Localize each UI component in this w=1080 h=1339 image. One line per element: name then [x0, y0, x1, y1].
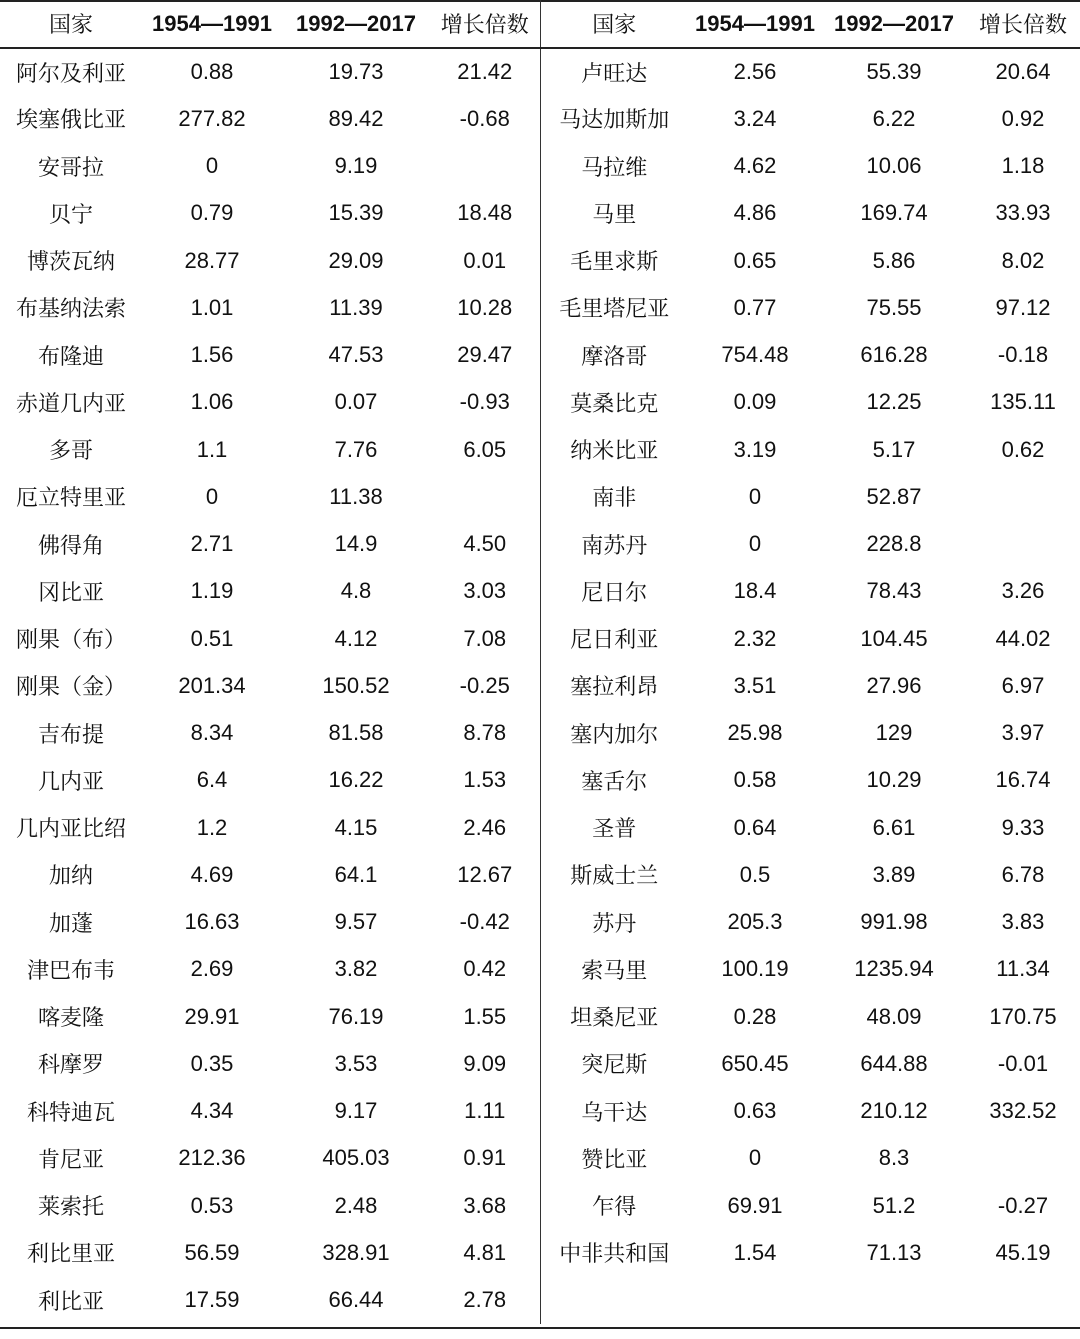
table-row	[0, 473, 1080, 520]
right-growth-cell: -0.18	[997, 342, 1049, 368]
right-growth-cell: -0.01	[997, 1050, 1049, 1076]
left-period1-cell: 17.59	[184, 1287, 240, 1313]
left-country-cell: 利比里亚	[26, 1242, 115, 1268]
left-country-cell: 冈比亚	[37, 580, 104, 606]
left-growth-cell: -0.93	[430, 379, 540, 426]
right-country-cell: 赞比亚	[581, 1147, 648, 1173]
left-period2-cell: 0.07	[334, 389, 378, 415]
right-country-cell: 圣普	[592, 817, 637, 843]
left-growth-cell: 4.81	[430, 1229, 540, 1276]
left-period2-cell: 7.76	[334, 436, 378, 462]
right-period1-cell: 205.3	[727, 909, 783, 935]
right-period1-cell: 0.77	[733, 294, 777, 320]
right-country-cell: 毛里塔尼亚	[559, 297, 670, 323]
header-growth-right: 增长倍数	[966, 0, 1080, 48]
right-period2-cell	[822, 1277, 966, 1324]
left-growth-cell: 1.11	[430, 1088, 540, 1135]
right-growth-cell: 8.02	[1001, 247, 1045, 273]
left-country-cell: 博茨瓦纳	[26, 250, 115, 276]
table-row	[0, 284, 1080, 331]
left-country-cell: 贝宁	[48, 202, 93, 228]
right-period1-cell: 0	[748, 483, 762, 509]
left-period1-cell: 4.69	[190, 861, 234, 887]
left-period2-cell: 29.09	[328, 247, 384, 273]
left-period1-cell: 0	[205, 153, 219, 179]
left-growth-cell: 7.08	[430, 615, 540, 662]
header-period2-right: 1992—2017	[822, 0, 966, 48]
header-country-right: 国家	[540, 0, 688, 48]
left-period2-cell: 9.57	[334, 909, 378, 935]
table-body	[0, 48, 1080, 1324]
left-period2-cell: 3.53	[334, 1050, 378, 1076]
right-period2-cell: 75.55	[866, 294, 922, 320]
right-growth-cell	[966, 521, 1080, 568]
table-row	[0, 1277, 1080, 1324]
left-growth-cell: 2.46	[430, 804, 540, 851]
right-period2-cell: 10.29	[866, 767, 922, 793]
left-period1-cell: 1.01	[190, 294, 234, 320]
table-row	[0, 662, 1080, 709]
right-growth-cell: 3.83	[1001, 909, 1045, 935]
right-period1-cell: 100.19	[721, 956, 789, 982]
table-row	[0, 710, 1080, 757]
left-country-cell: 吉布提	[37, 722, 104, 748]
right-period2-cell: 644.88	[860, 1050, 928, 1076]
right-period1-cell: 4.62	[733, 153, 777, 179]
left-period2-cell: 9.19	[334, 153, 378, 179]
left-growth-cell: 2.78	[430, 1277, 540, 1324]
header-period1-right: 1954—1991	[688, 0, 822, 48]
right-period1-cell: 3.51	[733, 672, 777, 698]
right-period1-cell: 69.91	[727, 1192, 783, 1218]
right-period1-cell: 0.28	[733, 1003, 777, 1029]
right-period2-cell: 8.3	[878, 1145, 910, 1171]
right-period2-cell: 210.12	[860, 1098, 928, 1124]
table-row	[0, 899, 1080, 946]
left-growth-cell: 3.03	[430, 568, 540, 615]
right-period2-cell: 104.45	[860, 625, 928, 651]
table-row	[0, 757, 1080, 804]
left-country-cell: 喀麦隆	[37, 1006, 104, 1032]
right-country-cell: 苏丹	[592, 911, 637, 937]
left-growth-cell: 0.91	[430, 1135, 540, 1182]
left-country-cell: 利比亚	[37, 1289, 104, 1315]
left-period2-cell: 150.52	[322, 672, 390, 698]
left-growth-cell	[430, 143, 540, 190]
right-period2-cell: 3.89	[872, 861, 916, 887]
left-growth-cell: -0.68	[430, 95, 540, 142]
right-country-cell: 坦桑尼亚	[570, 1006, 659, 1032]
right-period1-cell: 754.48	[721, 342, 789, 368]
left-period1-cell: 0.53	[190, 1192, 234, 1218]
left-country-cell: 佛得角	[37, 533, 104, 559]
left-period1-cell: 201.34	[178, 672, 246, 698]
left-country-cell: 埃塞俄比亚	[15, 108, 126, 134]
left-country-cell: 津巴布韦	[26, 958, 115, 984]
right-country-cell: 乍得	[592, 1195, 637, 1221]
right-period1-cell: 650.45	[721, 1050, 789, 1076]
right-country-cell	[540, 1277, 688, 1324]
left-growth-cell: 1.55	[430, 993, 540, 1040]
left-country-cell: 肯尼亚	[37, 1147, 104, 1173]
right-period1-cell: 0	[748, 1145, 762, 1171]
right-growth-cell: 6.97	[1001, 672, 1045, 698]
left-period1-cell: 1.1	[196, 436, 228, 462]
table-bottom-rule	[0, 1327, 1080, 1329]
left-growth-cell	[430, 473, 540, 520]
header-row	[0, 0, 1080, 48]
left-country-cell: 刚果（布）	[15, 628, 126, 654]
right-country-cell: 索马里	[581, 958, 648, 984]
right-country-cell: 斯威士兰	[570, 864, 659, 890]
left-period2-cell: 11.38	[329, 483, 383, 509]
right-period2-cell: 78.43	[866, 578, 922, 604]
right-period1-cell: 4.86	[733, 200, 777, 226]
left-period2-cell: 89.42	[328, 105, 384, 131]
left-country-cell: 科特迪瓦	[26, 1100, 115, 1126]
left-country-cell: 刚果（金）	[15, 675, 126, 701]
right-growth-cell: -0.27	[997, 1192, 1049, 1218]
left-period1-cell: 2.71	[190, 531, 234, 557]
right-period2-cell: 129	[875, 720, 913, 746]
right-period1-cell: 0.5	[739, 861, 771, 887]
right-period2-cell: 48.09	[866, 1003, 922, 1029]
right-period2-cell: 991.98	[860, 909, 928, 935]
right-growth-cell: 45.19	[995, 1239, 1051, 1265]
right-period1-cell: 0.09	[733, 389, 777, 415]
left-period2-cell: 66.44	[328, 1287, 384, 1313]
table-row	[0, 426, 1080, 473]
right-period2-cell: 12.25	[866, 389, 922, 415]
left-country-cell: 阿尔及利亚	[15, 61, 126, 87]
right-country-cell: 卢旺达	[581, 61, 648, 87]
right-period1-cell	[688, 1277, 822, 1324]
right-period2-cell: 6.61	[872, 814, 916, 840]
left-period1-cell: 0.35	[190, 1050, 234, 1076]
right-country-cell: 南苏丹	[581, 533, 648, 559]
left-growth-cell: 1.53	[430, 757, 540, 804]
right-period2-cell: 51.2	[872, 1192, 916, 1218]
right-country-cell: 塞拉利昂	[570, 675, 659, 701]
left-period1-cell: 1.56	[190, 342, 234, 368]
right-period2-cell: 52.87	[866, 483, 922, 509]
right-growth-cell: 332.52	[989, 1098, 1057, 1124]
left-growth-cell: -0.42	[430, 899, 540, 946]
left-period1-cell: 8.34	[190, 720, 234, 746]
left-growth-cell: 0.01	[430, 237, 540, 284]
table-row	[0, 190, 1080, 237]
left-country-cell: 赤道几内亚	[15, 391, 126, 417]
right-country-cell: 马拉维	[581, 155, 648, 181]
left-period1-cell: 0	[205, 483, 219, 509]
left-growth-cell: 29.47	[430, 332, 540, 379]
left-country-cell: 几内亚	[37, 769, 104, 795]
right-growth-cell: 3.97	[1001, 720, 1045, 746]
left-period1-cell: 16.63	[184, 909, 240, 935]
right-period2-cell: 55.39	[866, 59, 922, 85]
right-country-cell: 尼日尔	[581, 580, 648, 606]
left-country-cell: 厄立特里亚	[15, 486, 126, 512]
left-period2-cell: 4.12	[334, 625, 378, 651]
right-growth-cell: 33.93	[995, 200, 1051, 226]
left-growth-cell: 6.05	[430, 426, 540, 473]
table-row	[0, 1229, 1080, 1276]
header-growth-left: 增长倍数	[430, 0, 540, 48]
table-row	[0, 946, 1080, 993]
left-growth-cell: 4.50	[430, 521, 540, 568]
right-growth-cell: 6.78	[1001, 861, 1045, 887]
right-country-cell: 摩洛哥	[581, 344, 648, 370]
left-period2-cell: 4.8	[340, 578, 372, 604]
left-growth-cell: 9.09	[430, 1040, 540, 1087]
right-period1-cell: 18.4	[733, 578, 777, 604]
table-row	[0, 568, 1080, 615]
left-period1-cell: 0.51	[190, 625, 234, 651]
right-period2-cell: 5.17	[872, 436, 916, 462]
left-period1-cell: 1.2	[196, 814, 228, 840]
right-growth-cell	[966, 1135, 1080, 1182]
left-period1-cell: 56.59	[184, 1239, 240, 1265]
right-country-cell: 莫桑比克	[570, 391, 659, 417]
left-country-cell: 布隆迪	[37, 344, 104, 370]
left-period2-cell: 9.17	[334, 1098, 378, 1124]
left-period2-cell: 47.53	[328, 342, 384, 368]
table-row	[0, 48, 1080, 95]
right-period1-cell: 1.54	[733, 1239, 777, 1265]
left-growth-cell: 0.42	[430, 946, 540, 993]
header-period1-left: 1954—1991	[142, 0, 282, 48]
table-row	[0, 1135, 1080, 1182]
right-period1-cell: 3.19	[733, 436, 777, 462]
left-period1-cell: 0.79	[190, 200, 234, 226]
left-period2-cell: 405.03	[322, 1145, 390, 1171]
left-period2-cell: 64.1	[334, 861, 378, 887]
right-country-cell: 中非共和国	[559, 1242, 670, 1268]
left-period1-cell: 6.4	[196, 767, 228, 793]
right-period1-cell: 0.64	[733, 814, 777, 840]
right-period1-cell: 0.63	[733, 1098, 777, 1124]
left-growth-cell: 10.28	[430, 284, 540, 331]
table-row	[0, 1182, 1080, 1229]
right-country-cell: 纳米比亚	[570, 439, 659, 465]
right-period1-cell: 0.65	[733, 247, 777, 273]
left-country-cell: 科摩罗	[37, 1053, 104, 1079]
right-growth-cell: 0.92	[1001, 105, 1045, 131]
left-period2-cell: 328.91	[322, 1239, 390, 1265]
left-period2-cell: 3.82	[334, 956, 378, 982]
right-period2-cell: 169.74	[860, 200, 928, 226]
left-period1-cell: 29.91	[184, 1003, 240, 1029]
left-country-cell: 几内亚比绍	[15, 817, 126, 843]
table-row	[0, 95, 1080, 142]
right-growth-cell: 3.26	[1001, 578, 1045, 604]
table-row	[0, 143, 1080, 190]
right-period1-cell: 0	[748, 531, 762, 557]
left-country-cell: 加纳	[48, 864, 93, 890]
right-period2-cell: 10.06	[866, 153, 922, 179]
right-period2-cell: 27.96	[866, 672, 922, 698]
left-period2-cell: 2.48	[334, 1192, 378, 1218]
left-period1-cell: 28.77	[184, 247, 240, 273]
right-country-cell: 突尼斯	[581, 1053, 648, 1079]
left-period2-cell: 11.39	[329, 294, 383, 320]
left-growth-cell: -0.25	[430, 662, 540, 709]
right-country-cell: 南非	[592, 486, 637, 512]
table-row	[0, 379, 1080, 426]
right-period1-cell: 25.98	[727, 720, 783, 746]
left-country-cell: 加蓬	[48, 911, 93, 937]
right-period2-cell: 228.8	[866, 531, 922, 557]
left-growth-cell: 12.67	[430, 851, 540, 898]
right-period2-cell: 6.22	[872, 105, 916, 131]
right-growth-cell: 44.02	[995, 625, 1051, 651]
right-period2-cell: 616.28	[860, 342, 928, 368]
left-period2-cell: 19.73	[328, 59, 384, 85]
right-period2-cell: 71.13	[866, 1239, 922, 1265]
left-period2-cell: 14.9	[334, 531, 378, 557]
left-country-cell: 布基纳法索	[15, 297, 126, 323]
right-period1-cell: 2.56	[733, 59, 777, 85]
left-country-cell: 多哥	[48, 439, 93, 465]
left-period2-cell: 4.15	[334, 814, 378, 840]
left-country-cell: 安哥拉	[37, 155, 104, 181]
right-country-cell: 尼日利亚	[570, 628, 659, 654]
table-row	[0, 851, 1080, 898]
right-growth-cell: 11.34	[996, 956, 1050, 982]
right-country-cell: 马达加斯加	[559, 108, 670, 134]
left-period2-cell: 76.19	[328, 1003, 384, 1029]
left-period1-cell: 1.19	[190, 578, 234, 604]
right-period1-cell: 2.32	[733, 625, 777, 651]
left-growth-cell: 8.78	[430, 710, 540, 757]
left-period2-cell: 16.22	[328, 767, 384, 793]
left-growth-cell: 3.68	[430, 1182, 540, 1229]
table-row	[0, 332, 1080, 379]
table-row	[0, 1040, 1080, 1087]
right-growth-cell: 97.12	[995, 294, 1051, 320]
right-country-cell: 塞内加尔	[570, 722, 659, 748]
table-row	[0, 237, 1080, 284]
table-row	[0, 993, 1080, 1040]
right-country-cell: 毛里求斯	[570, 250, 659, 276]
left-period1-cell: 4.34	[190, 1098, 234, 1124]
left-growth-cell: 21.42	[430, 48, 540, 95]
left-period1-cell: 2.69	[190, 956, 234, 982]
right-growth-cell: 9.33	[1001, 814, 1045, 840]
left-period2-cell: 81.58	[328, 720, 384, 746]
right-growth-cell: 135.11	[990, 389, 1056, 415]
right-period2-cell: 1235.94	[854, 956, 934, 982]
right-country-cell: 马里	[592, 202, 637, 228]
right-growth-cell: 0.62	[1001, 436, 1045, 462]
left-period1-cell: 1.06	[190, 389, 234, 415]
right-growth-cell: 20.64	[995, 59, 1051, 85]
left-growth-cell: 18.48	[430, 190, 540, 237]
table-row	[0, 521, 1080, 568]
right-country-cell: 塞舌尔	[581, 769, 648, 795]
left-period1-cell: 212.36	[178, 1145, 246, 1171]
right-growth-cell	[966, 473, 1080, 520]
table-row	[0, 615, 1080, 662]
left-period1-cell: 277.82	[178, 105, 246, 131]
right-period1-cell: 0.58	[733, 767, 777, 793]
table-row	[0, 1088, 1080, 1135]
right-growth-cell	[966, 1277, 1080, 1324]
left-country-cell: 莱索托	[37, 1195, 104, 1221]
right-period2-cell: 5.86	[872, 247, 916, 273]
right-growth-cell: 1.18	[1001, 153, 1045, 179]
right-growth-cell: 16.74	[995, 767, 1051, 793]
header-period2-left: 1992—2017	[282, 0, 430, 48]
table-row	[0, 804, 1080, 851]
right-country-cell: 乌干达	[581, 1100, 648, 1126]
header-country-left: 国家	[0, 0, 142, 48]
right-period1-cell: 3.24	[733, 105, 777, 131]
left-period2-cell: 15.39	[328, 200, 384, 226]
right-growth-cell: 170.75	[989, 1003, 1057, 1029]
table-header	[0, 0, 1080, 48]
left-period1-cell: 0.88	[190, 59, 234, 85]
